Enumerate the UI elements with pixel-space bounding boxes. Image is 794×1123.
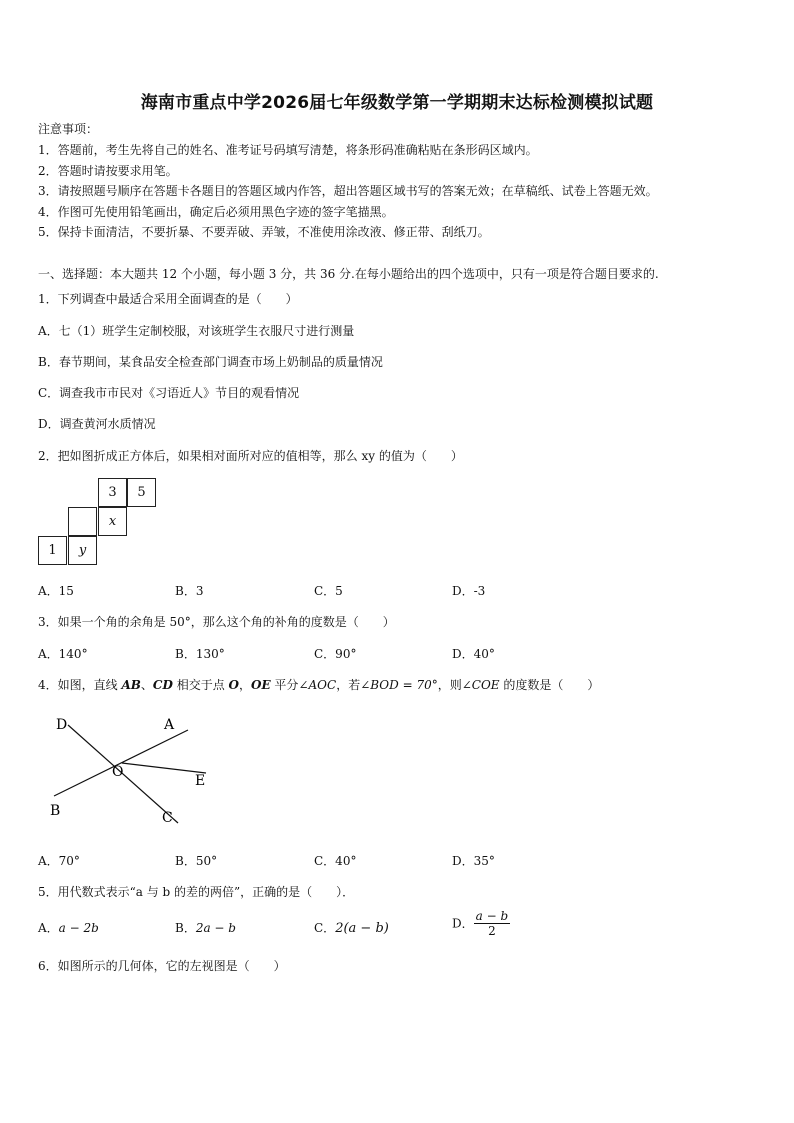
q4-point-o: O xyxy=(228,678,239,692)
question-5-option-b xyxy=(175,920,236,936)
q4-mid1: 相交于点 xyxy=(172,678,229,692)
q4-prefix: 4．如图，直线 xyxy=(38,678,122,692)
q5-d-denominator: 2 xyxy=(488,924,496,938)
question-4-option-a: A．70° xyxy=(38,854,80,868)
question-3-stem: 3．如果一个角的余角是 50°，那么这个角的补角的度数是（ ） xyxy=(38,615,395,629)
question-4-option-d: D．35° xyxy=(452,854,495,868)
q5-d-label: D． xyxy=(452,916,474,931)
question-4-option-b: B．50° xyxy=(175,854,218,868)
notice-item-3: 3．请按照题号顺序在答题卡各题目的答题区域内作答，超出答题区域书写的答案无效；在草稿纸、试卷上答题无效。 xyxy=(38,184,658,198)
q5-d-fraction xyxy=(474,909,511,938)
question-3-option-d: D．40° xyxy=(452,647,495,661)
q4-line-cd: CD xyxy=(152,678,173,692)
q4-angle-aoc: ∠AOC xyxy=(298,678,337,692)
label-d: D xyxy=(56,717,68,733)
q5-d-numerator: a − b xyxy=(475,909,509,923)
q4-mid4: ，则 xyxy=(437,678,462,692)
question-5-option-d xyxy=(452,909,510,938)
q4-line-ab: AB xyxy=(121,678,141,692)
question-1-option-b: B．春节期间，某食品安全检查部门调查市场上奶制品的质量情况 xyxy=(38,355,383,369)
question-4-option-c: C．40° xyxy=(314,854,357,868)
q5-b-label: B． xyxy=(175,921,196,935)
label-o: O xyxy=(112,764,124,780)
question-2-option-d: D．-3 xyxy=(452,584,486,598)
q5-b-expr: 2a − b xyxy=(195,921,236,935)
q4-ray-oe: OE xyxy=(251,678,271,692)
net-cell-3: 3 xyxy=(98,478,127,507)
question-2-option-b: B．3 xyxy=(175,584,204,598)
section-heading: 一、选择题：本大题共 12 个小题，每小题 3 分，共 36 分.在每小题给出的四个选项中，只有一项是符合题目要求的. xyxy=(38,267,659,281)
ray-oe xyxy=(122,763,206,773)
label-a: A xyxy=(164,717,175,733)
question-1-option-d: D．调查黄河水质情况 xyxy=(38,417,156,431)
notice-item-2: 2．答题时请按要求用笔。 xyxy=(38,164,178,178)
question-1-option-a: A．七（1）班学生定制校服，对该班学生衣服尺寸进行测量 xyxy=(38,324,355,338)
notice-item-1: 1．答题前，考生先将自己的姓名、准考证号码填写清楚，将条形码准确粘贴在条形码区域内。 xyxy=(38,143,538,157)
question-5-option-c xyxy=(314,920,389,937)
q4-suffix: 的度数是（ ） xyxy=(499,678,600,692)
question-5-option-a xyxy=(38,920,99,936)
q4-sep: 、 xyxy=(140,678,153,692)
question-3-option-b: B．130° xyxy=(175,647,225,661)
net-cell-empty xyxy=(68,507,97,536)
question-1-stem: 1．下列调查中最适合采用全面调查的是（ ） xyxy=(38,292,298,306)
label-b: B xyxy=(50,803,61,819)
q5-a-label: A． xyxy=(38,921,59,935)
cube-net-figure xyxy=(38,478,160,568)
question-6-stem: 6．如图所示的几何体，它的左视图是（ ） xyxy=(38,959,286,973)
q5-c-expr: 2(a − b) xyxy=(335,921,389,936)
question-2-option-a: A．15 xyxy=(38,584,74,598)
question-2-stem: 2．把如图折成正方体后，如果相对面所对应的值相等，那么 xy 的值为（ ） xyxy=(38,449,463,463)
q4-mid2: 平分 xyxy=(270,678,299,692)
label-e: E xyxy=(195,773,206,789)
question-3-option-c: C．90° xyxy=(314,647,357,661)
question-1-option-c: C．调查我市市民对《习语近人》节目的观看情况 xyxy=(38,386,300,400)
question-5-stem: 5．用代数式表示“a 与 b 的差的两倍”，正确的是（ ）． xyxy=(38,885,355,899)
net-cell-x: x xyxy=(98,507,127,536)
notice-item-4: 4．作图可先使用铅笔画出，确定后必须用黑色字迹的签字笔描黑。 xyxy=(38,205,394,219)
question-2-option-c: C．5 xyxy=(314,584,343,598)
net-cell-1: 1 xyxy=(38,536,67,565)
notice-item-5: 5．保持卡面清洁，不要折暴、不要弄破、弄皱，不准使用涂改液、修正带、刮纸刀。 xyxy=(38,225,490,239)
q5-c-label: C． xyxy=(314,921,336,935)
q4-angle-bod: ∠BOD = 70° xyxy=(360,678,438,692)
q4-comma: ， xyxy=(238,678,251,692)
line-ba xyxy=(54,730,188,796)
question-3-option-a: A．140° xyxy=(38,647,88,661)
net-cell-y: y xyxy=(68,536,97,565)
net-cell-5: 5 xyxy=(127,478,156,507)
q5-a-expr: a − 2b xyxy=(58,921,99,935)
q4-mid3: ，若 xyxy=(336,678,361,692)
angle-diagram xyxy=(38,708,228,830)
question-4-stem xyxy=(38,677,599,693)
notice-heading: 注意事项： xyxy=(38,122,99,136)
label-c: C xyxy=(162,810,173,826)
page-title: 海南市重点中学2026届七年级数学第一学期期末达标检测模拟试题 xyxy=(140,93,654,113)
q4-angle-coe: ∠COE xyxy=(461,678,500,692)
